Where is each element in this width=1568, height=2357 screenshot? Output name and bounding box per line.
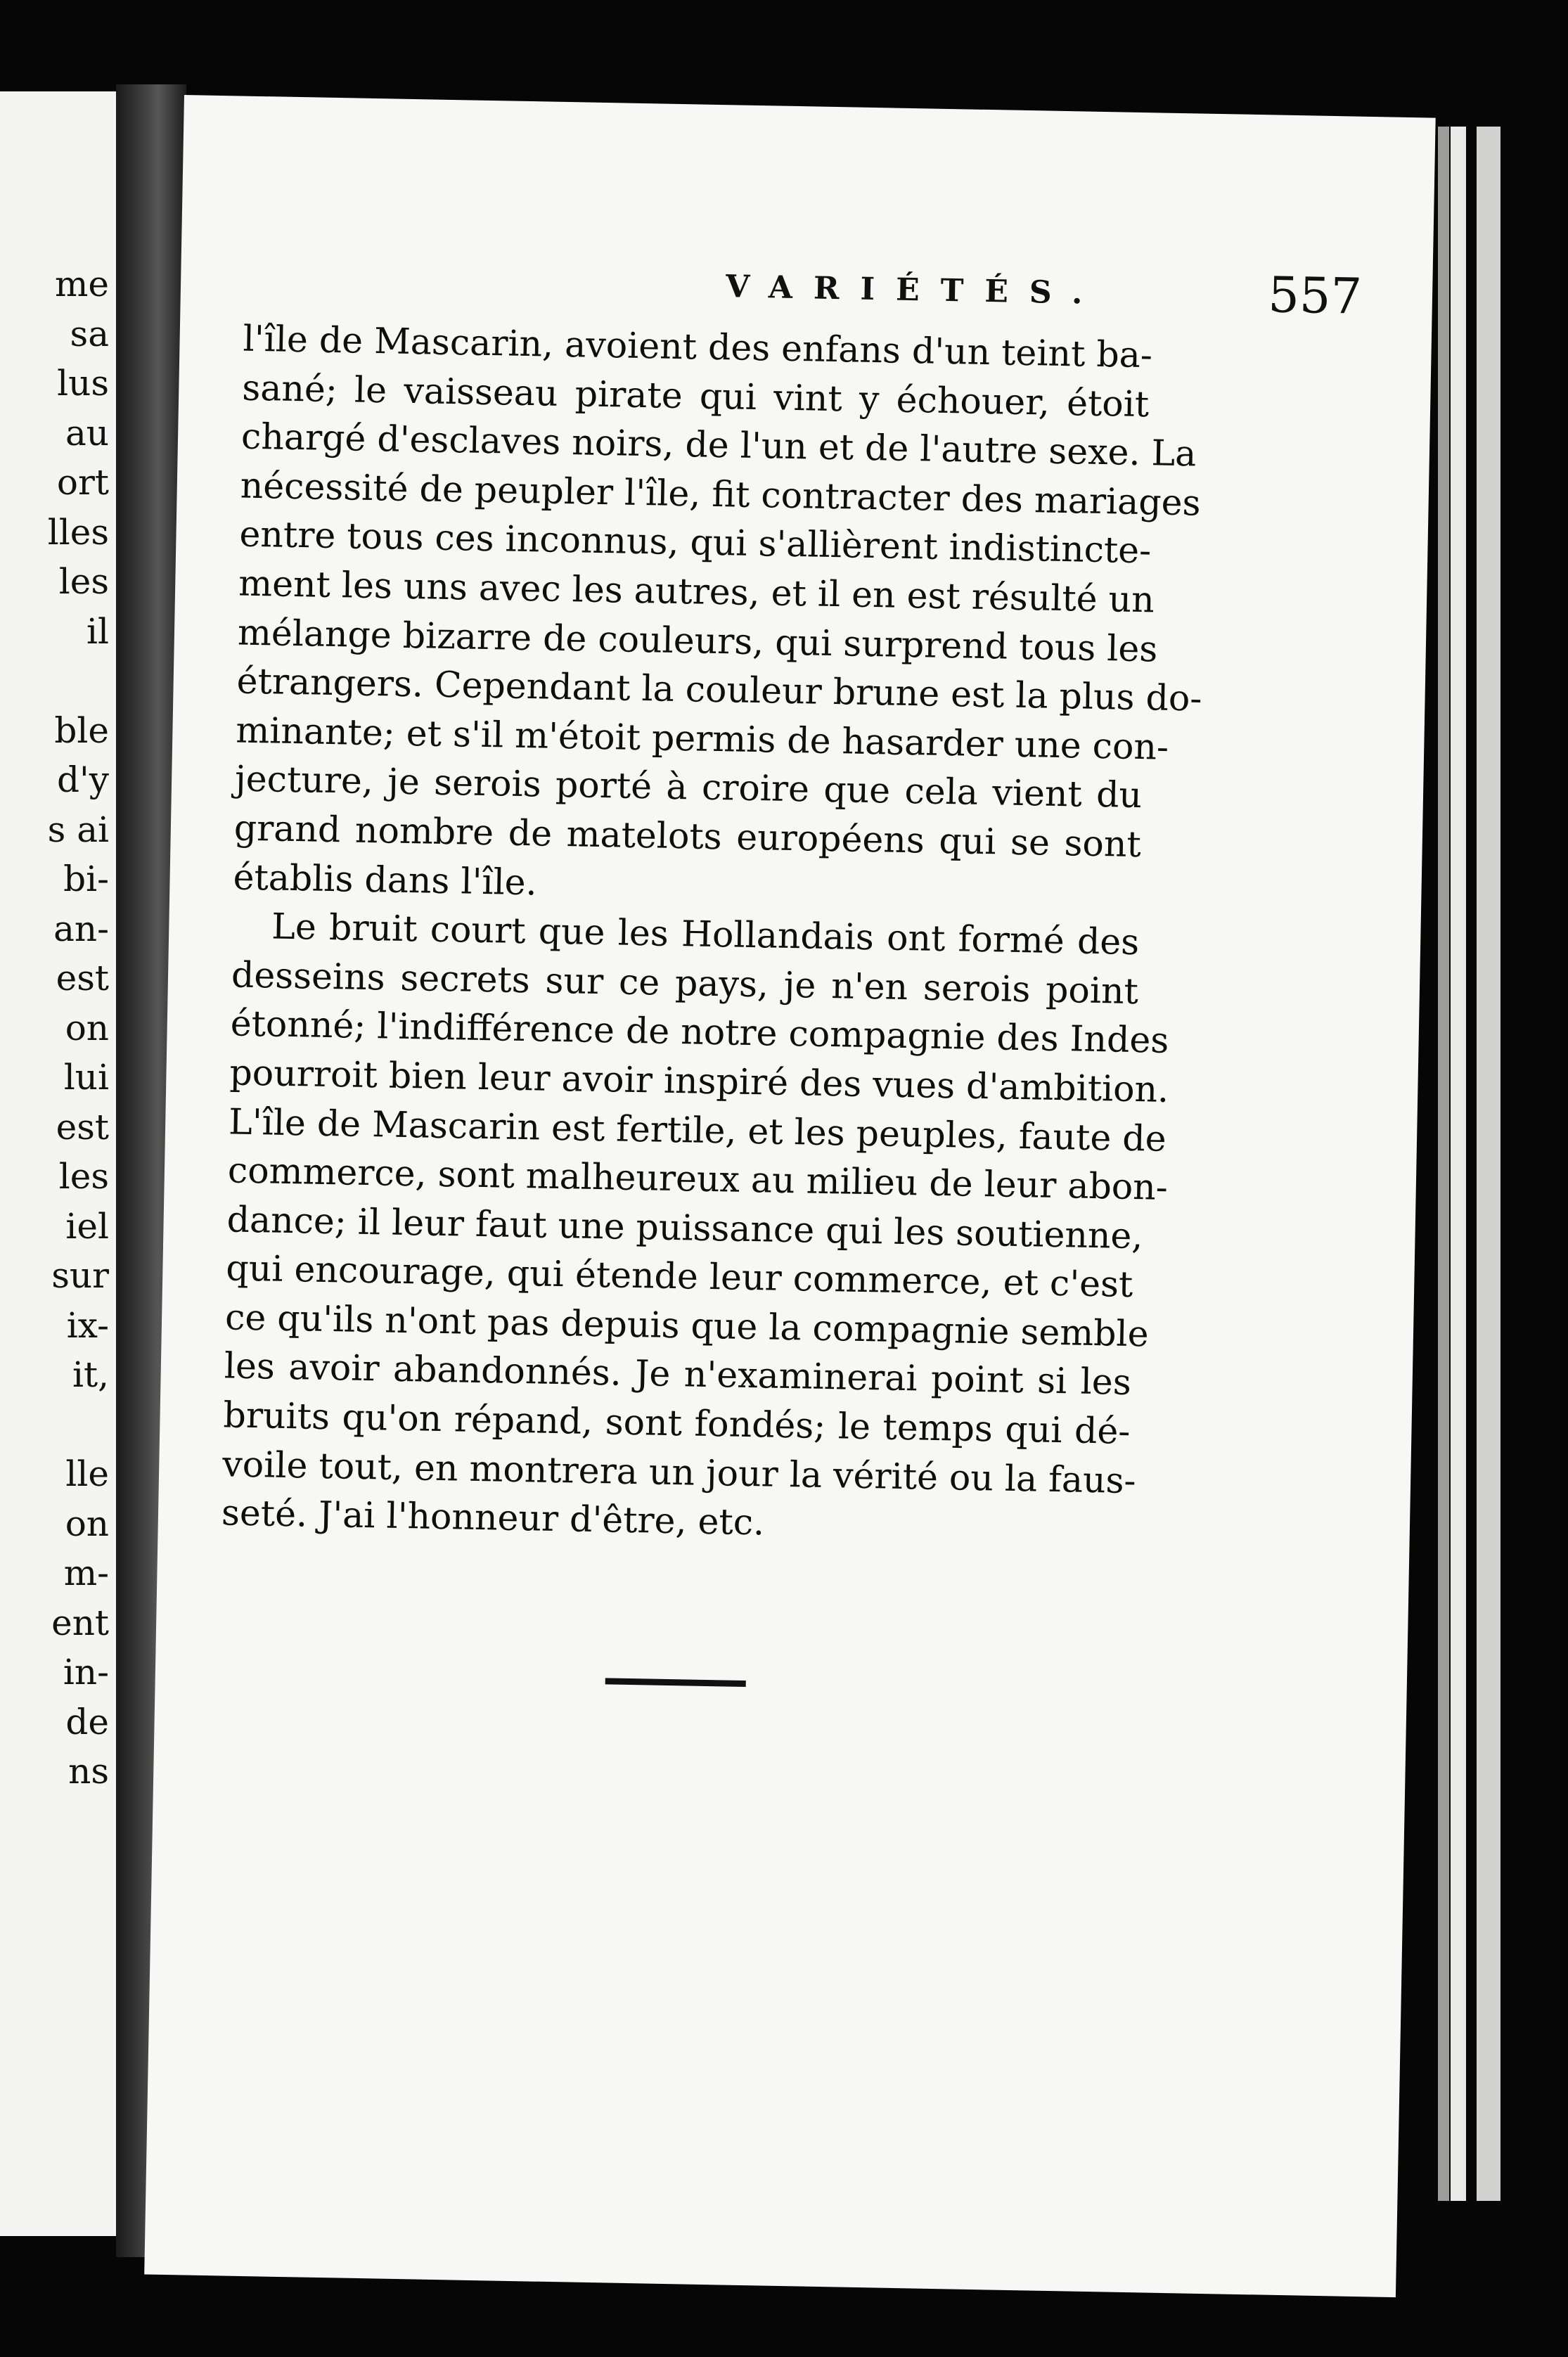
- text-line: voile tout, en montrera un jour la vérité ou la faus-: [221, 1442, 1137, 1501]
- left-page-line-fragment: in-: [63, 1652, 109, 1693]
- paragraph-1: [233, 314, 1202, 918]
- body-text: [221, 314, 1202, 1554]
- text-line: Le bruit court que les Hollandais ont formé des: [271, 905, 1140, 963]
- left-page-line-fragment: bi-: [63, 859, 109, 899]
- left-facing-page: [0, 91, 116, 2236]
- text-line: dance; il leur faut une puissance qui les soutienne,: [226, 1198, 1143, 1257]
- left-page-line-fragment: ns: [68, 1751, 109, 1792]
- end-rule: [605, 1678, 746, 1687]
- page-edge: [1451, 127, 1466, 2201]
- text-line: entre tous ces inconnus, qui s'allièrent indistincte-: [239, 513, 1152, 572]
- text-line: jecture, je serois porté à croire que cela vient du: [234, 757, 1143, 816]
- paragraph-2: [221, 901, 1169, 1554]
- left-page-line-fragment: on: [65, 1007, 109, 1048]
- text-line: nécessité de peupler l'île, fit contracter des mariages: [240, 464, 1201, 524]
- left-page-line-fragment: est: [56, 1106, 109, 1148]
- left-page-line-fragment: il: [86, 610, 109, 652]
- left-page-line-fragment: lle: [65, 1453, 109, 1494]
- text-line: chargé d'esclaves noirs, de l'un et de l'autre sexe. La: [240, 415, 1197, 475]
- left-page-line-fragment: sa: [70, 313, 109, 354]
- left-page-line-fragment: m-: [63, 1553, 109, 1593]
- text-line: desseins secrets sur ce pays, je n'en serois point: [231, 953, 1139, 1012]
- text-line: qui encourage, qui étende leur commerce, et c'est: [225, 1247, 1133, 1306]
- left-page-line-fragment: an-: [53, 908, 109, 949]
- left-page-line-fragment: on: [65, 1503, 109, 1544]
- left-page-line-fragment: s ai: [47, 809, 109, 850]
- text-line: commerce, sont malheureux au milieu de leur abon-: [227, 1149, 1169, 1208]
- left-page-line-fragment: lui: [63, 1057, 109, 1098]
- text-line: ce qu'ils n'ont pas depuis que la compagnie semble: [224, 1296, 1150, 1355]
- text-line: l'île de Mascarin, avoient des enfans d'un teint ba-: [243, 317, 1153, 376]
- section-title: VARIÉTÉS.: [725, 269, 1104, 312]
- left-page-line-fragment: ix-: [66, 1304, 109, 1346]
- text-line: les avoir abandonnés. Je n'examinerai point si les: [224, 1344, 1132, 1404]
- running-head: [542, 252, 1362, 330]
- right-page: [144, 95, 1436, 2297]
- text-line: établis dans l'île.: [233, 855, 538, 903]
- text-line: seté. J'ai l'honneur d'être, etc.: [221, 1491, 765, 1543]
- left-page-line-fragment: iel: [65, 1205, 109, 1247]
- text-line: mélange bizarre de couleurs, qui surprend tous les: [237, 611, 1158, 670]
- left-page-line-fragment: les: [58, 1156, 109, 1197]
- left-page-line-fragment: it,: [72, 1354, 109, 1395]
- page-edge: [1438, 127, 1449, 2201]
- text-line: étonné; l'indifférence de notre compagnie des Indes: [230, 1002, 1169, 1062]
- left-page-line-fragment: au: [65, 412, 109, 454]
- text-line: pourroit bien leur avoir inspiré des vues d'ambition.: [229, 1051, 1169, 1110]
- text-line: grand nombre de matelots européens qui se sont: [233, 807, 1142, 866]
- text-line: ment les uns avec les autres, et il en est résulté un: [238, 562, 1155, 621]
- text-line: étrangers. Cependant la couleur brune est la plus do-: [236, 660, 1202, 719]
- left-page-line-fragment: est: [56, 958, 109, 998]
- text-line: minante; et s'il m'étoit permis de hasarder une con-: [235, 709, 1169, 768]
- left-page-line-fragment: ort: [56, 462, 109, 503]
- left-page-line-fragment: les: [58, 561, 109, 602]
- left-page-line-fragment: ent: [51, 1602, 109, 1643]
- text-line: bruits qu'on répand, sont fondés; le temps qui dé-: [223, 1394, 1131, 1453]
- left-page-line-fragment: me: [54, 264, 109, 304]
- left-page-line-fragment: ble: [54, 709, 109, 751]
- page-number: 557: [1267, 266, 1363, 326]
- left-page-line-fragment: lus: [57, 363, 109, 404]
- left-page-line-fragment: lles: [47, 511, 109, 553]
- text-line: L'île de Mascarin est fertile, et les peuples, faute de: [228, 1100, 1167, 1160]
- left-page-line-fragment: d'y: [57, 759, 109, 800]
- left-page-line-fragment: sur: [51, 1255, 109, 1296]
- page-edge: [1477, 127, 1500, 2201]
- text-line: sané; le vaisseau pirate qui vint y échouer, étoit: [241, 366, 1150, 425]
- left-page-line-fragment: de: [65, 1701, 109, 1742]
